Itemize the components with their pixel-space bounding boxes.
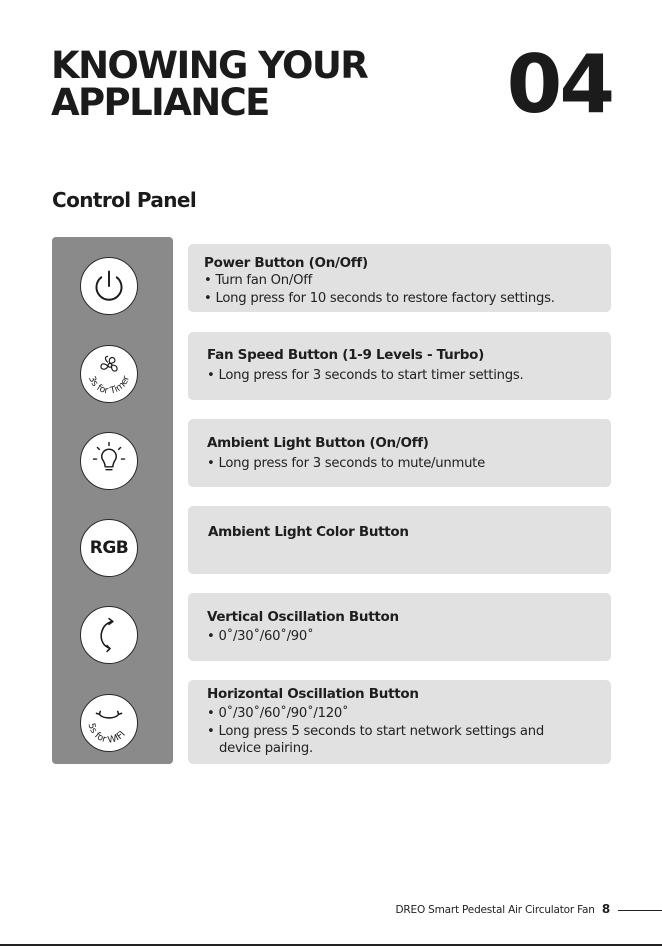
- chapter-number: 04: [506, 38, 612, 131]
- card-title: Ambient Light Button (On/Off): [207, 435, 429, 451]
- ambient-light-color-card: [188, 506, 611, 574]
- svg-text:3s for Timer: [86, 374, 132, 396]
- power-icon: [80, 257, 138, 315]
- fan-speed-card: [188, 332, 611, 400]
- card-bullet: • Long press for 3 seconds to mute/unmute: [207, 455, 611, 473]
- vertical-oscillation-card: [188, 593, 611, 661]
- card-bullet: • Long press 5 seconds to start network settings and device pairing.: [207, 723, 611, 758]
- page-footer: [396, 902, 610, 916]
- title-line-2: APPLIANCE: [51, 81, 269, 124]
- horizontal-oscillation-icon: [80, 694, 138, 752]
- card-bullet: • Long press for 10 seconds to restore factory settings.: [204, 290, 611, 308]
- card-bullet: • 0˚/30˚/60˚/90˚: [207, 628, 611, 646]
- card-title: Vertical Oscillation Button: [207, 609, 399, 625]
- card-title: Power Button (On/Off): [204, 255, 368, 271]
- card-title: Ambient Light Color Button: [208, 524, 409, 540]
- footer-product-name: DREO Smart Pedestal Air Circulator Fan: [395, 904, 595, 916]
- card-bullet: • 0˚/30˚/60˚/90˚/120˚: [207, 705, 611, 723]
- horizontal-oscillation-card: [188, 680, 611, 764]
- card-bullets: [207, 628, 611, 646]
- timer-caption: 3s for Timer: [86, 374, 132, 397]
- section-title: Control Panel: [52, 188, 197, 212]
- card-bullets: [204, 272, 611, 307]
- page-title: [51, 44, 368, 124]
- icon-column: [52, 237, 173, 764]
- title-line-1: KNOWING YOUR: [51, 44, 368, 87]
- rgb-icon: [80, 519, 138, 577]
- card-bullets: [207, 367, 611, 385]
- lightbulb-icon: [80, 432, 138, 490]
- card-bullets: [207, 455, 611, 473]
- fan-speed-icon: [80, 345, 138, 403]
- page-number: 8: [601, 902, 610, 916]
- rgb-label: RGB: [89, 538, 129, 558]
- card-title: Fan Speed Button (1-9 Levels - Turbo): [207, 347, 484, 363]
- svg-text:5s for WIFI: [86, 722, 128, 746]
- footer-rule: [618, 910, 662, 911]
- wifi-caption: 5s for WIFI: [85, 722, 128, 746]
- card-bullet: • Long press for 3 seconds to start timer settings.: [207, 367, 611, 385]
- card-bullet: • Turn fan On/Off: [204, 272, 611, 290]
- power-button-card: [188, 244, 611, 312]
- card-title: Horizontal Oscillation Button: [207, 686, 419, 702]
- card-bullets: [207, 705, 611, 758]
- vertical-oscillation-icon: [80, 606, 138, 664]
- ambient-light-card: [188, 419, 611, 487]
